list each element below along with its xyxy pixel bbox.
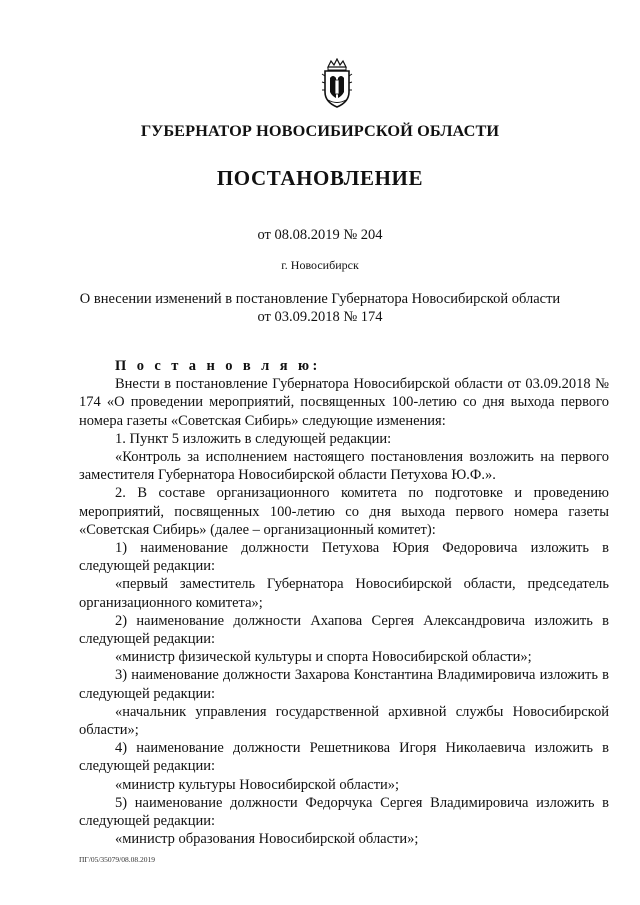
- paragraph: 1) наименование должности Петухова Юрия Федоровича изложить в следующей редакции:: [79, 540, 609, 575]
- paragraph: 5) наименование должности Федорчука Сергея Владимировича изложить в следующей редакции:: [79, 794, 609, 830]
- paragraph: 1. Пункт 5 изложить в следующей редакции:: [115, 430, 392, 447]
- paragraph: «министр физической культуры и спорта Новосибирской области»;: [115, 649, 532, 666]
- paragraph: 2. В составе организационного комитета по подготовке и проведению мероприятий, посвященных 100-летию со дня выхода первого номера газеты «Советская Сибирь» (далее – организационный комитет):: [79, 485, 609, 538]
- paragraph: «Контроль за исполнением настоящего постановления возложить на первого заместителя Губернатора Новосибирской области Петухова Ю.Ф.».: [79, 449, 609, 484]
- document-subject: [60, 291, 580, 326]
- subject-line: О внесении изменений в постановление Губернатора Новосибирской области: [79, 291, 561, 307]
- paragraph: 3) наименование должности Захарова Константина Владимировича изложить в следующей редакции:: [79, 667, 609, 702]
- subject-line: от 03.09.2018 № 174: [257, 308, 383, 325]
- date-and-number: от 08.08.2019 № 204: [257, 227, 383, 243]
- paragraph: Внести в постановление Губернатора Новосибирской области от 03.09.2018 № 174 «О проведении мероприятий, посвященных 100-летию со дня выхода первого номера газеты «Советская Сибирь» следующие изменения:: [79, 376, 609, 429]
- document-type: ПОСТАНОВЛЕНИЕ: [216, 166, 424, 190]
- paragraph: «начальник управления государственной архивной службы Новосибирской области»;: [79, 703, 609, 739]
- paragraph: «первый заместитель Губернатора Новосибирской области, председатель организационного комитета»;: [79, 576, 609, 611]
- paragraph: 2) наименование должности Ахапова Сергея Александровича изложить в следующей редакции:: [79, 612, 609, 648]
- issuer-title: ГУБЕРНАТОР НОВОСИБИРСКОЙ ОБЛАСТИ: [140, 121, 500, 140]
- paragraph: «министр культуры Новосибирской области»;: [115, 776, 400, 793]
- paragraph: 4) наименование должности Решетникова Игоря Николаевича изложить в следующей редакции:: [79, 740, 609, 775]
- paragraph: «министр образования Новосибирской области»;: [115, 831, 419, 848]
- resolve-heading: П о с т а н о в л я ю:: [115, 358, 321, 374]
- city: г. Новосибирск: [281, 258, 359, 272]
- document-body: [79, 357, 609, 848]
- document-code: ПГ/05/35079/08.08.2019: [79, 855, 156, 864]
- coat-of-arms-icon: [318, 58, 356, 110]
